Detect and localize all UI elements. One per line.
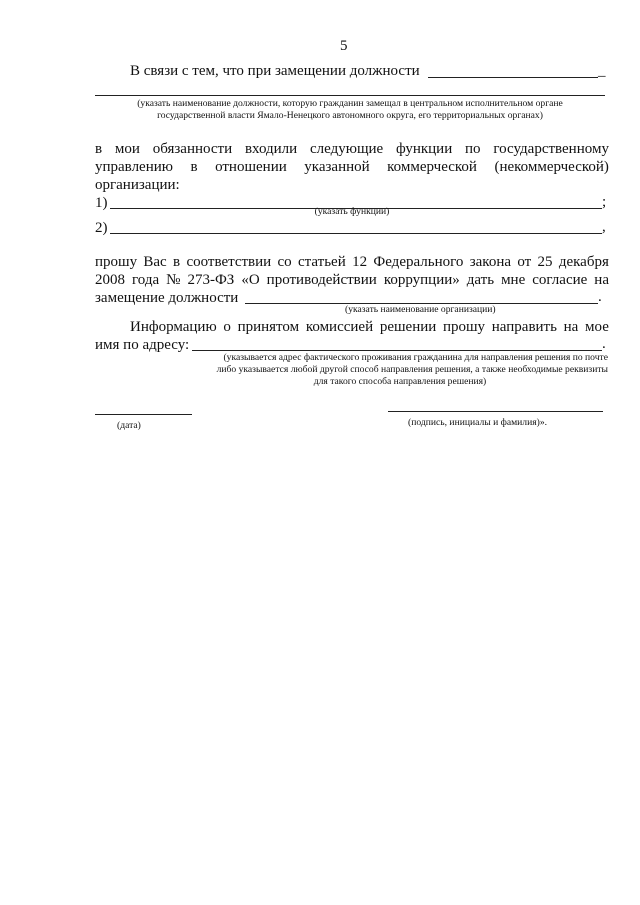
word: 25 [537, 254, 553, 270]
word: управлению [95, 159, 173, 175]
word: мои [114, 141, 140, 157]
word: комиссией [305, 319, 374, 335]
word: соответствии [186, 254, 272, 270]
word: в [95, 141, 103, 157]
info-line2-end: . [602, 336, 606, 352]
word: дать [466, 272, 495, 288]
word: прошу [95, 254, 138, 270]
intro-text: В связи с тем, что при замещении должности [130, 63, 420, 79]
organization-note: (указать наименование организации) [345, 304, 496, 315]
position-fill-line-2 [95, 95, 605, 96]
word: коммерческой [387, 159, 477, 175]
intro-dash: _ [598, 63, 606, 79]
address-note-line3: для такого способа направления решения) [313, 376, 487, 387]
position-fill-line-1 [428, 77, 598, 78]
function-item-1-label: 1) [95, 195, 108, 211]
address-note-line2: либо указывается любой другой способ направления решения, а также необходимые реквизиты [216, 364, 608, 375]
word: от [517, 254, 532, 270]
signature-label: (подпись, инициалы и фамилия)». [408, 417, 548, 428]
signature-fill-line [388, 411, 603, 412]
info-line2: имя по адресу: [95, 337, 190, 353]
word: коррупции» [383, 272, 460, 288]
word: со [277, 254, 292, 270]
word: о [223, 319, 231, 335]
word: направить [491, 319, 557, 335]
date-label: (дата) [117, 420, 141, 431]
word: мое [585, 319, 609, 335]
word: (некоммерческой) [494, 159, 609, 175]
position-note-line1: (указать наименование должности, которую гражданин замещал в центральном исполнительном органе [137, 98, 563, 109]
position-note-line2: государственной власти Ямало-Ненецкого автономного округа, его территориальных органах) [157, 110, 543, 121]
word: государственному [493, 141, 609, 157]
request-line2 [95, 271, 609, 289]
word: на [594, 272, 609, 288]
word: Федерального [373, 254, 464, 270]
function-fill-line-2 [110, 233, 602, 234]
functions-note: (указать функции) [314, 206, 390, 217]
word: обязанности [152, 141, 233, 157]
word: 12 [352, 254, 368, 270]
word: по [465, 141, 481, 157]
address-fill-line [192, 350, 602, 351]
duties-line2 [95, 158, 609, 176]
info-line1 [130, 318, 609, 336]
word: решении [379, 319, 437, 335]
word: в [173, 254, 181, 270]
word: «О [241, 272, 260, 288]
word: Информацию [130, 319, 217, 335]
word: указанной [304, 159, 370, 175]
address-note-line1: (указывается адрес фактического проживания гражданина для направления решения по почте [223, 352, 608, 363]
word: согласие [532, 272, 588, 288]
word: статьей [298, 254, 346, 270]
word: № [166, 272, 181, 288]
function-item-2-label: 2) [95, 220, 108, 236]
word: отношении [215, 159, 287, 175]
word: года [132, 272, 160, 288]
request-line3-end: . [598, 289, 602, 305]
word: 273-ФЗ [187, 272, 235, 288]
word: на [563, 319, 579, 335]
word: мне [501, 272, 526, 288]
word: следующие [310, 141, 384, 157]
function-item-2-end: , [602, 219, 606, 235]
word: противодействии [266, 272, 377, 288]
function-item-1-end: ; [602, 194, 607, 210]
word: принятом [237, 319, 300, 335]
word: закона [469, 254, 512, 270]
word: в [190, 159, 198, 175]
date-fill-line [95, 414, 192, 415]
word: декабря [558, 254, 609, 270]
word: функции [395, 141, 453, 157]
word: Вас [143, 254, 167, 270]
request-line1 [95, 253, 609, 271]
word: прошу [442, 319, 486, 335]
request-line3: замещение должности [95, 290, 239, 306]
duties-line3: организации: [95, 177, 180, 193]
page-number: 5 [340, 38, 348, 54]
duties-line1 [95, 140, 609, 158]
word: входили [244, 141, 298, 157]
word: 2008 [95, 272, 125, 288]
